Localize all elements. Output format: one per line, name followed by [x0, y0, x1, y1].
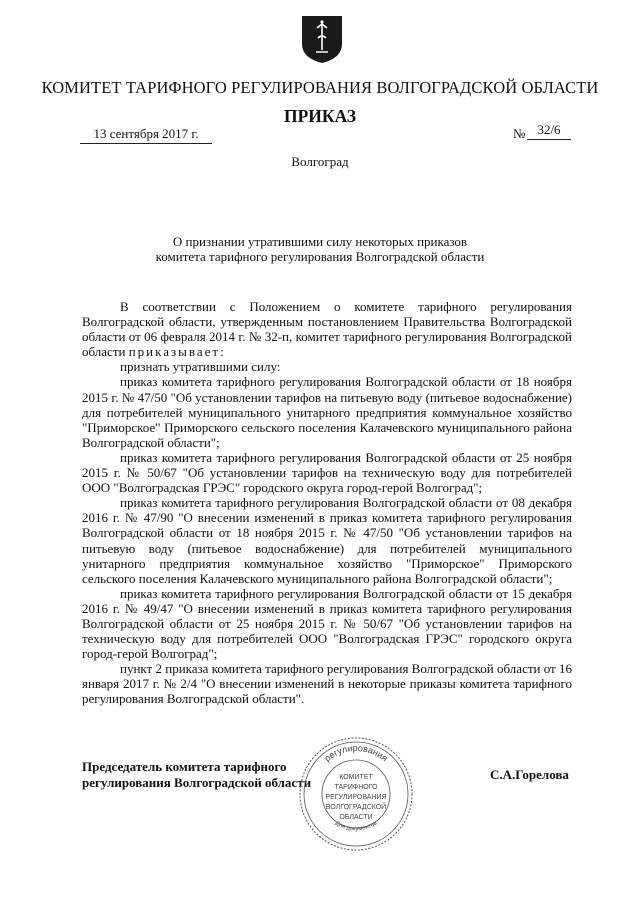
seal-ring-text: регулирования [322, 742, 390, 764]
seal-line-1: КОМИТЕТ [339, 774, 373, 781]
subject-line-2: комитета тарифного регулирования Волгоградской области [155, 249, 485, 264]
seal-line-5: ОБЛАСТИ [339, 814, 373, 821]
order-number: 32/6 [527, 122, 571, 140]
seal-line-2: ТАРИФНОГО [334, 784, 378, 791]
svg-text:регулирования [322, 743, 389, 764]
intro-paragraph [82, 299, 572, 359]
position-line-1: Председатель комитета тарифного [82, 759, 287, 774]
svg-text:Для документов [334, 820, 379, 832]
document-type: ПРИКАЗ [283, 106, 357, 126]
official-seal [297, 735, 415, 853]
list-item: приказ комитета тарифного регулирования Волгоградской области от 08 декабря 2016 г. № 47/90 "О внесении изменений в приказ комитета тарифного регулирования Волгоградской области от 18 ноября 2015 г. № 47/50 "Об установлении тарифов на питьевую воду (питьевое водоснабжение) для потребителей муниципального унитарного предприятия коммунальное хозяйство "Приморское" Приморского сельского поселения Калачевского муниципального района Волгоградской области"; [82, 495, 572, 586]
declare-paragraph: признать утратившими силу: [120, 359, 281, 375]
position-line-2: регулирования Волгоградской области [82, 775, 312, 790]
order-body [82, 299, 572, 707]
seal-line-3: РЕГУЛИРОВАНИЯ [325, 794, 387, 801]
signatory-position [82, 759, 322, 791]
intro-order-word: приказывает: [128, 344, 226, 360]
volgograd-emblem-icon [300, 14, 344, 64]
subject-line-1: О признании утратившими силу некоторых приказов [172, 234, 468, 249]
seal-ring-bottom: Для документов [333, 820, 379, 833]
signatory-name: С.А.Горелова [490, 767, 569, 782]
list-item: приказ комитета тарифного регулирования Волгоградской области от 15 декабря 2016 г. № 49/47 "О внесении изменений в приказ комитета тарифного регулирования Волгоградской области от 25 ноября 2015 г. № 50/67 "Об установлении тарифов на техническую воду для потребителей ООО "Волгоградская ГРЭС" городского округа город-герой Волгоград"; [82, 585, 572, 662]
seal-line-4: ВОЛГОГРАДСКОЙ [325, 804, 387, 811]
intro-text: В соответствии с Положением о комитете тарифного регулирования Волгоградской области, утвержденным постановлением Правительства Волгоградской области от 06 февраля 2014 г. № 32-п, комитет тарифного регулирования Волгоградской области [82, 299, 572, 360]
organization-title: КОМИТЕТ ТАРИФНОГО РЕГУЛИРОВАНИЯ ВОЛГОГРАДСКОЙ ОБЛАСТИ [41, 78, 599, 97]
number-sign: № [513, 126, 526, 141]
list-item: приказ комитета тарифного регулирования Волгоградской области от 18 ноября 2015 г. № 47/50 "Об установлении тарифов на питьевую воду (питьевое водоснабжение) для потребителей муниципального унитарного предприятия коммунальное хозяйство "Приморское" Приморского сельского поселения Калачевского муниципального района Волгоградской области"; [82, 374, 572, 450]
list-item: пункт 2 приказа комитета тарифного регулирования Волгоградской области от 16 января 2017 г. № 2/4 "О внесении изменений в некоторые приказы комитета тарифного регулирования Волгоградской области". [82, 661, 572, 707]
order-subject [0, 234, 640, 264]
city: Волгоград [291, 154, 349, 169]
list-item: приказ комитета тарифного регулирования Волгоградской области от 25 ноября 2015 г. № 50/67 "Об установлении тарифов на техническую воду для потребителей ООО "Волгоградская ГРЭС" городского округа город-герой Волгоград"; [82, 449, 572, 496]
order-date: 13 сентября 2017 г. [80, 126, 212, 144]
